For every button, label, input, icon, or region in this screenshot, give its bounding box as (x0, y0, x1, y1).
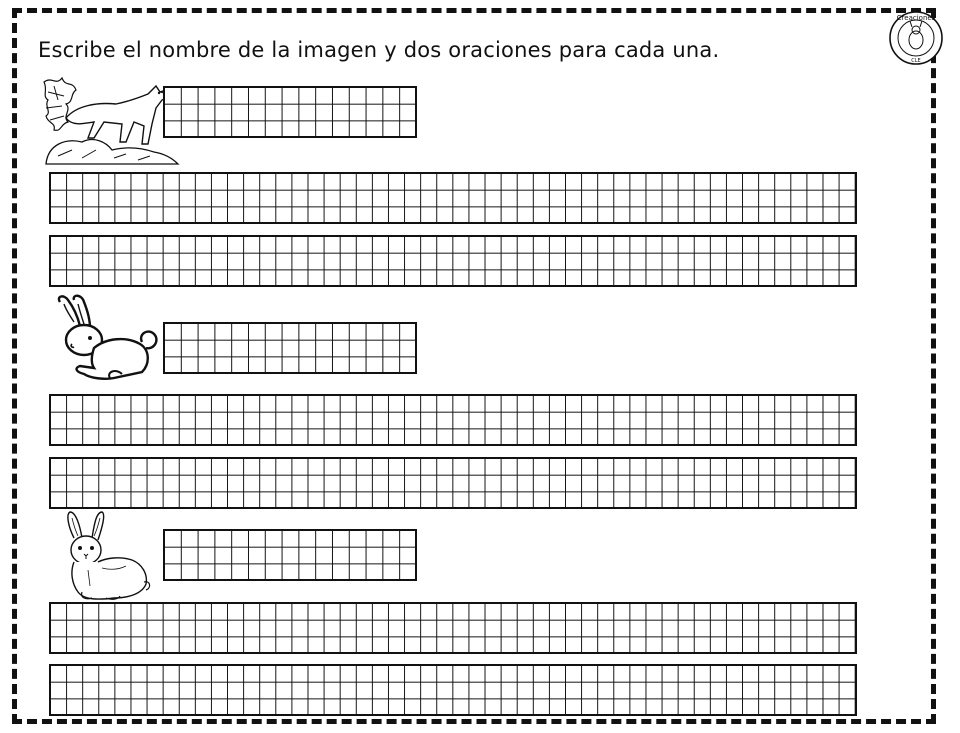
sentence-writing-grid-3a[interactable] (49, 602, 857, 654)
rabbit-illustration (62, 508, 152, 604)
wolf-illustration (42, 72, 180, 168)
name-writing-grid-3[interactable] (163, 529, 417, 581)
sentence-writing-grid-3b[interactable] (49, 664, 857, 716)
name-writing-grid-2[interactable] (163, 322, 417, 374)
sentence-writing-grid-1a[interactable] (49, 172, 857, 224)
logo-text-bottom: CLE (911, 58, 921, 64)
logo-text-top: Creaciones (896, 14, 936, 22)
sentence-writing-grid-2b[interactable] (49, 457, 857, 509)
creaciones-logo (888, 10, 944, 66)
bunny-illustration (50, 294, 160, 386)
sentence-writing-grid-2a[interactable] (49, 394, 857, 446)
sentence-writing-grid-1b[interactable] (49, 235, 857, 287)
name-writing-grid-1[interactable] (163, 86, 417, 138)
worksheet-instruction: Escribe el nombre de la imagen y dos oraciones para cada una. (38, 38, 720, 62)
